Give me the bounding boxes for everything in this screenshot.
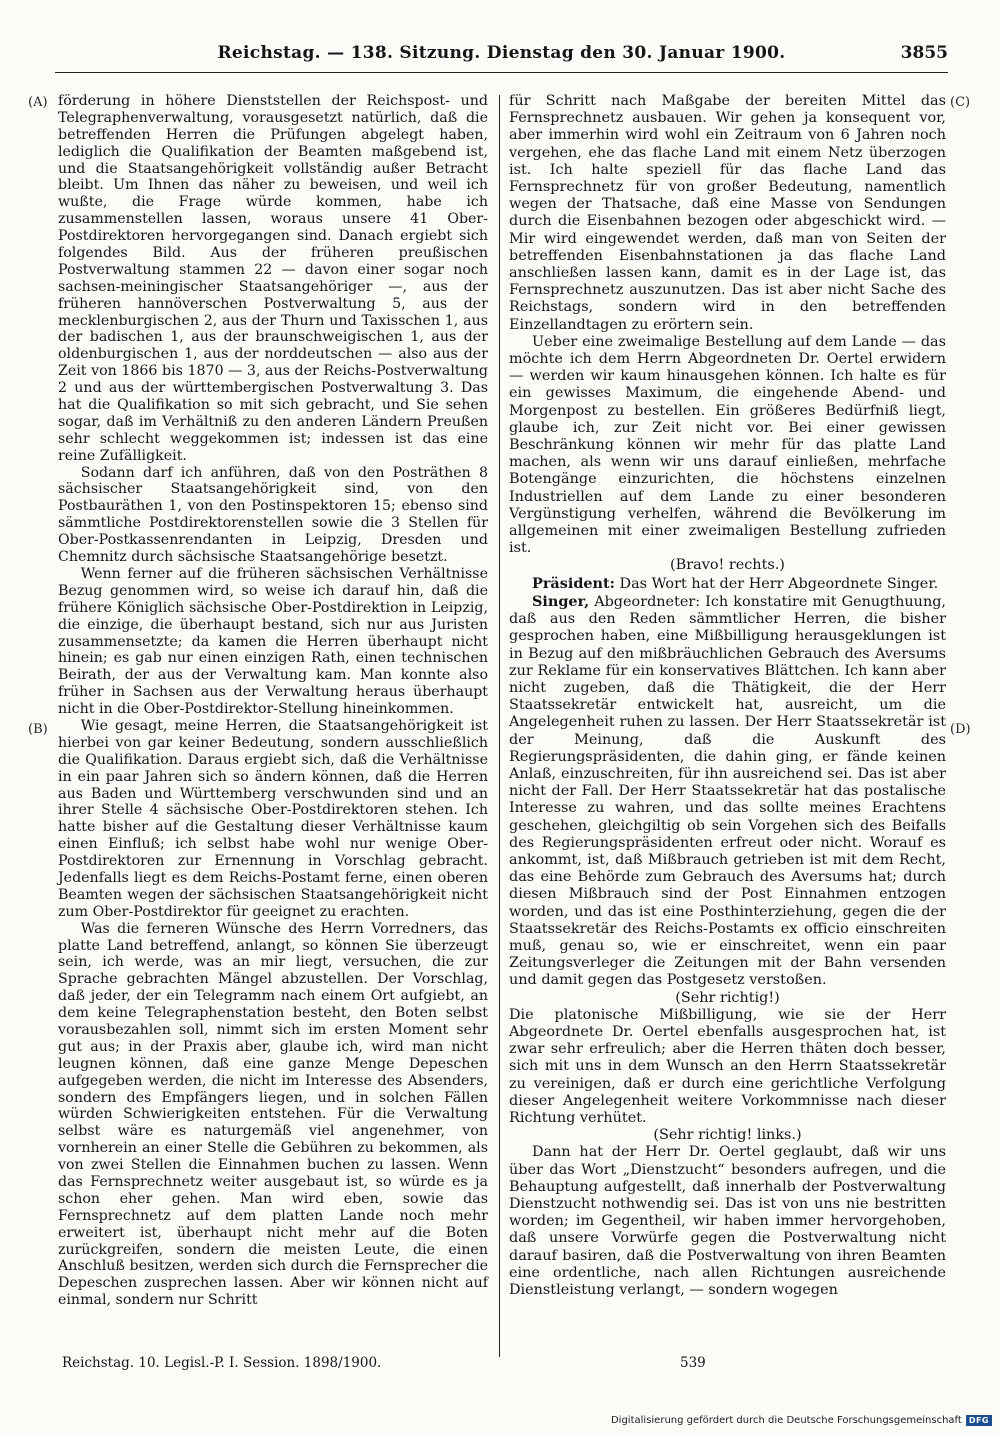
page-header <box>55 43 948 73</box>
margin-mark-b: (B) <box>28 722 48 737</box>
running-title: Reichstag. — 138. Sitzung. Dienstag den 30. Januar 1900. <box>217 43 786 63</box>
dfg-logo-icon: DFG <box>966 1415 992 1426</box>
dfg-credit <box>611 1415 992 1426</box>
left-column <box>58 93 488 1309</box>
paragraph: für Schritt nach Maßgabe der bereiten Mittel das Fernsprechnetz ausbauen. Wir gehen ja konsequent vor, aber immerhin wird wohl ein Zeitraum von 6 Jahren noch vergehen, ehe das flache Land mit einem Netz überzogen ist. Ich halte speziell für das flache Land das Fernsprechnetz für von großer Bedeutung, namentlich wegen der Thatsache, daß eine Masse von Sendungen durch die Eisenbahnen bezogen oder abgeschickt wird. — Mir wird eingewendet werden, daß man von Seiten der betreffenden Eisenbahnstationen ja das flache Land anschließen lassen kann, damit es in der Lage ist, das Fernsprechnetz auszunutzen. Das ist aber nicht Sache des Reichstags, sondern wird in den betreffenden Einzellandtagen zu erörtern sein. <box>509 93 946 333</box>
speaker-name: Präsident: <box>532 574 615 592</box>
reaction: (Bravo! rechts.) <box>670 557 785 574</box>
page-number: 3855 <box>900 43 948 63</box>
margin-mark-c: (C) <box>950 95 971 110</box>
margin-mark-a: (A) <box>28 95 48 110</box>
speaker-text: Abgeordneter: Ich konstatire mit Genugthuung, daß aus den Reden sämmtlicher Herren, die bisher gesprochen haben, eine Mißbilligung herausgeklungen ist in Bezug auf den mißbräuchlichen Gebrauch des Aversums zur Reklame für ein konservatives Blättchen. Ich kann aber nicht zugeben, daß die Thätigkeit, die der Herr Staatssekretär entwickelt hat, ausreicht, um die Angelegenheit ruhen zu lassen. Der Herr Staatssekretär ist der Meinung, daß die Auskunft des Regierungspräsidenten, die dahin ging, er fände keinen Anlaß, einzuschreiten, für ihn ausreichend sei. Das ist aber nicht der Fall. Der Herr Staatssekretär hat das postalische Interesse zu wahren, und das sollte meines Erachtens geschehen, gleichgiltig ob sein Vorgehen sich des Beifalls des Regierungspräsidenten erfreut oder nicht. Worauf es ankommt, ist, daß Mißbrauch getrieben ist mit dem Recht, das eine Behörde zum Gebrauch des Aversums hat; durch diesen Mißbrauch sind der Post Einnahmen entzogen worden, und das ist eine Posthinterziehung, gegen die der Staatssekretär des Reichs-Postamts ex officio einschreiten muß, genau so, wie er einschreitet, wenn ein paar Zeitungsverleger die Zeitungen mit der Bahn versenden und damit gegen das Postgesetz verstoßen. <box>509 593 947 989</box>
paragraph: Wenn ferner auf die früheren sächsischen Verhältnisse Bezug genommen wird, so weise ich darauf hin, daß die frühere Königlich sächsische Ober-Postdirektion in Leipzig, die einzige, die überhaupt bestand, sich nur aus Juristen zusammensetzte; da kamen die Herren überhaupt nicht hinein; es gab nur einen einzigen Rath, einen technischen Beirath, der aus der Verwaltung kam. Man konnte also früher in Sachsen aus der Verwaltung heraus überhaupt nicht in die Ober-Postdirektor-Stellung hineinkommen. <box>58 565 488 718</box>
paragraph: Die platonische Mißbilligung, wie sie der Herr Abgeordnete Dr. Oertel ebenfalls ausgesprochen hat, ist zwar sehr erfreulich; aber die Herren thäten doch besser, sich mit uns in dem Wunsch an den Herrn Staatssekretär zu vereinigen, daß er durch eine gerichtliche Verfolgung dieser Angelegenheit weitere Vorkommnisse nach dieser Richtung verhütet. <box>509 1006 946 1126</box>
paragraph: Dann hat der Herr Dr. Oertel geglaubt, daß wir uns über das Wort „Dienstzucht“ besonders aufregen, und die Behauptung aufgestellt, daß innerhalb der Postverwaltung Dienstzucht nothwendig sei. Das ist von uns nie bestritten worden; im Gegentheil, wir haben immer hervorgehoben, daß unsere Vorwürfe gegen die Postverwaltung nicht darauf basiren, daß die Postverwaltung von ihren Beamten eine ordentliche, nach allen Richtungen ausreichende Dienstleistung verlangt, — sondern wogegen <box>509 1144 946 1299</box>
speaker-paragraph <box>509 575 946 593</box>
paragraph: Wie gesagt, meine Herren, die Staatsangehörigkeit ist hierbei von gar keiner Bedeutung, sondern ausschließlich die Qualifikation. Daraus ergiebt sich, daß die Verhältnisse in ein paar Jahren sich so ändern können, daß die Herren aus Baden und Württemberg verschwunden sind und an ihrer Stelle 4 sächsische Ober-Postdirektoren stehen. Ich hatte bisher auf die Gestaltung dieser Verhältnisse kaum einen Einfluß; ich selbst habe wohl nur wenige Ober-Postdirektoren zur Ernennung in Vorschlag gebracht. Jedenfalls liegt es dem Reichs-Postamt ferne, einen oberen Beamten wegen der sächsischen Staatsangehörigkeit nicht zum Ober-Postdirektor für geeignet zu erachten. <box>58 717 488 920</box>
paragraph: Was die ferneren Wünsche des Herrn Vorredners, das platte Land betreffend, anlangt, so können Sie überzeugt sein, ich werde, was an mir liegt, versuchen, die zur Sprache gebrachten Mängel abzustellen. Der Vorschlag, daß jeder, der ein Telegramm nach einem Ort aufgiebt, an dem keine Telegraphenstation besteht, den Boten selbst vorausbezahlen soll, nimmt sich im ersten Moment sehr gut aus; in der Praxis aber, glaube ich, wird man nicht leugnen können, daß eine ganze Menge Depeschen aufgegeben werden, die nicht im Interesse des Absenders, sondern des Empfängers liegen, und in solchen Fällen würden Schwierigkeiten entstehen. Für die Verwaltung selbst wäre es naturgemäß viel angenehmer, von vornherein an einer Stelle die Gebühren zu bekommen, als von zwei Stellen die Einnahmen buchen zu lassen. Wenn das Fernsprechnetz weiter ausgebaut ist, so würde es ja schon eher gehen. Man wird eben, sowie das Fernsprechnetz auf dem platten Lande noch mehr erweitert ist, überhaupt nicht mehr auf die Boten zurückgreifen, sondern die meisten Leute, die einen Anschluß besitzen, werden sich durch die Fernsprecher die Depeschen zusprechen lassen. Aber wir können nicht auf einmal, sondern nur Schritt <box>58 920 488 1309</box>
column-divider <box>499 95 500 1357</box>
speaker-paragraph <box>509 593 946 990</box>
paragraph: Ueber eine zweimalige Bestellung auf dem Lande — das möchte ich dem Herrn Abgeordneten Dr. Oertel erwidern — werden wir kaum hinausgehen können. Ich halte es für ein gewisses Maximum, die eingehende Abend- und Morgenpost zu bestellen. Ein größeres Bedürfniß liegt, glaube ich, zur Zeit nicht vor. Bei einer gewissen Beschränkung können wir mehr für das platte Land machen, als wenn wir uns darauf einließen, mehrfache Botengänge einzurichten, die höchstens einzelnen Industriellen auf dem Lande zu einer besonderen Vergünstigung verhelfen, während die Bevölkerung im allgemeinen mit einer zweimaligen Bestellung zufrieden ist. <box>509 333 946 557</box>
reaction: (Sehr richtig! links.) <box>653 1127 802 1144</box>
dfg-text: Digitalisierung gefördert durch die Deutsche Forschungsgemeinschaft <box>610 1415 962 1426</box>
margin-mark-d: (D) <box>950 722 971 737</box>
speaker-text: Das Wort hat der Herr Abgeordnete Singer. <box>619 575 939 592</box>
reaction: (Sehr richtig!) <box>675 989 780 1006</box>
paragraph: Sodann darf ich anführen, daß von den Posträthen 8 sächsischer Staatsangehörigkeit sind, von den Postbauräthen 1, von den Postinspektoren 15; ebenso sind sämmtliche Postdirektorenstellen sowie die 3 Stellen für Ober-Postkassenrendanten in Leipzig, Dresden und Chemnitz durch sächsische Staatsangehörige besetzt. <box>58 464 488 566</box>
speaker-name: Singer, <box>532 592 590 610</box>
paragraph: förderung in höhere Dienststellen der Reichspost- und Telegraphenverwaltung, vorausgesetzt natürlich, daß die betreffenden Herren die Prüfungen abgelegt haben, lediglich die Qualifikation der Beamten maßgebend ist, und die Staatsangehörigkeit vollständig außer Betracht bleibt. Um Ihnen das näher zu beweisen, und weil ich wußte, die Frage würde kommen, habe ich zusammenstellen lassen, woraus unsere 41 Ober-Postdirektoren hervorgegangen sind. Danach ergiebt sich folgendes Bild. Aus der früheren preußischen Postverwaltung stammen 22 — davon einer sogar noch sachsen-meiningischer Staatsangehöriger —, aus der früheren hannöverschen Postverwaltung 5, aus der mecklenburgischen 2, aus der Thurn und Taxisschen 1, aus der badischen 1, aus der braunschweigischen 1, aus der oldenburgischen 1, aus der norddeutschen — also aus der Zeit von 1866 bis 1870 — 3, aus der Reichs-Postverwaltung 2 und aus der württembergischen Postverwaltung 3. Das hat die Qualifikation so mit sich gebracht, und Sie sehen sogar, daß im Verhältniß zu den anderen Ländern Preußen sehr schlecht weggekommen ist; indessen ist das eine reine Zufälligkeit. <box>58 93 488 464</box>
header-rule <box>55 72 948 73</box>
right-column <box>509 93 946 1299</box>
sheet-number: 539 <box>680 1355 706 1371</box>
footer-session: Reichstag. 10. Legisl.-P. I. Session. 1898/1900. <box>62 1355 382 1371</box>
